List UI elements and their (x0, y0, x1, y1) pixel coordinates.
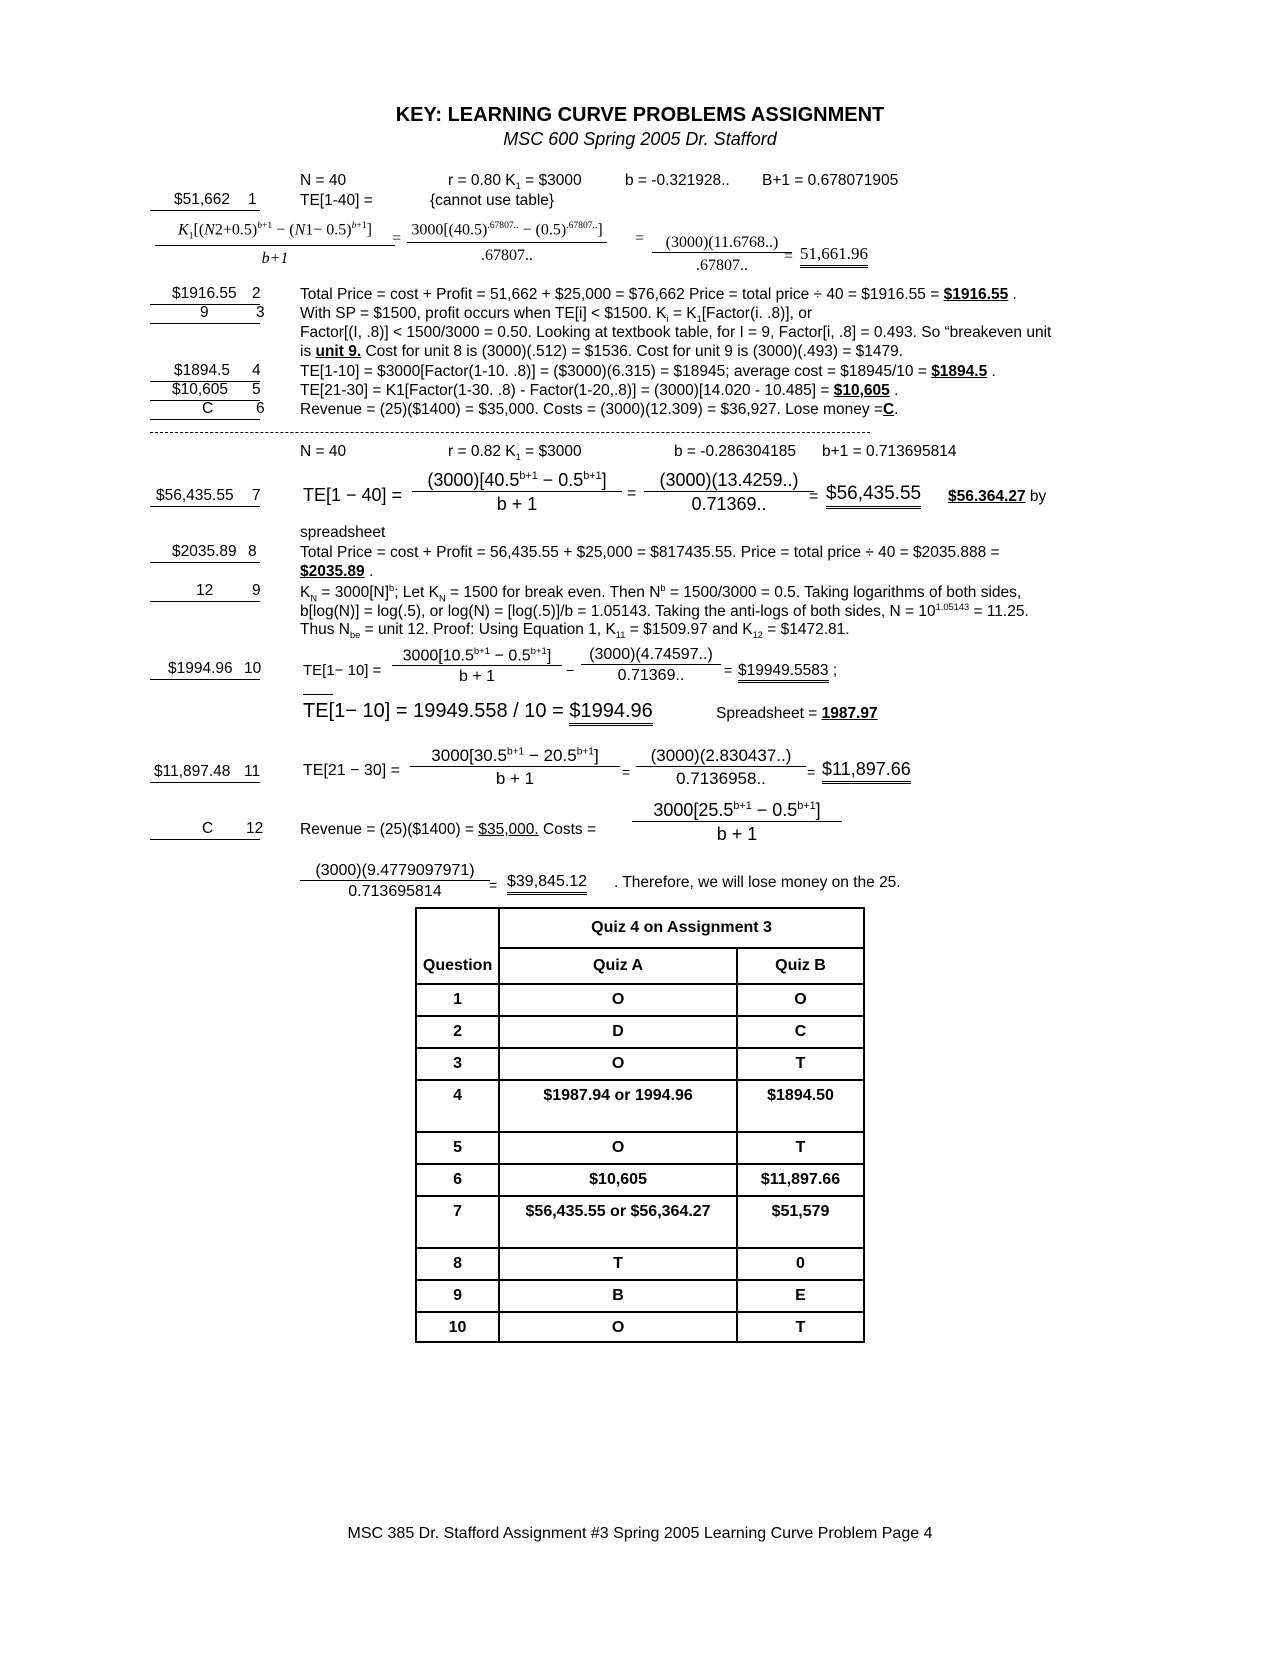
cell-quiz-a: O (499, 1312, 737, 1342)
q7-result: $56,435.55 (826, 483, 921, 509)
cell-quiz-b: $1894.50 (737, 1080, 864, 1132)
equals-sign: = (809, 488, 819, 505)
q12b-result: $39,845.12 (507, 873, 587, 895)
q2-text: Total Price = cost + Profit = 51,662 + $25,000 = $76,662 Price = total price ÷ 40 = $1916.55 = $1916.55 . (300, 286, 1017, 303)
cell-quiz-b: T (737, 1048, 864, 1080)
q3-line1: With SP = $1500, profit occurs when TE[i] < $1500. $K_i$ = $K_1[Factor(i$. .8)], or (300, 305, 812, 325)
table-row (416, 1312, 864, 1342)
equals-sign: = (724, 662, 733, 678)
cell-question: 1 (416, 984, 499, 1016)
q12-fraction: $3000[25.5^{b+1} - 0.5^{b+1}]$ b + 1 (632, 800, 842, 845)
cell-quiz-a: O (499, 984, 737, 1016)
table-row (416, 984, 864, 1016)
table-row (416, 1132, 864, 1164)
answer-10: $1994.96 10 (150, 660, 260, 680)
table-row (416, 1080, 864, 1132)
equals-sign: = (489, 877, 498, 893)
q10-spreadsheet: Spreadsheet = 1987.97 (716, 705, 878, 722)
part2-r-k1: r = 0.82 $K_1$ = $3000 (448, 443, 582, 463)
part1-n: N = 40 (300, 172, 347, 189)
page-footer: MSC 385 Dr. Stafford Assignment #3 Spring 2005 Learning Curve Problem Page 4 (347, 1525, 933, 1542)
table-caption: Quiz 4 on Assignment 3 (499, 908, 864, 948)
page-subtitle: MSC 600 Spring 2005 Dr. Stafford (503, 129, 777, 149)
q8-text: Total Price = cost + Profit = 56,435.55 + $25,000 = $817435.55. Price = total price ÷ 40 = $2035.888 = (300, 544, 1000, 561)
cell-quiz-a: $1987.94 or 1994.96 (499, 1080, 737, 1132)
q10-average: TE[1− 10] = 19949.558 / 10 = $1994.96 (303, 700, 653, 723)
q5-text: TE[21-30] = K1[Factor(1-30. .8) - Factor(1-20,.8)] = (3000)[14.020 - 10.485] = $10,605 . (300, 382, 899, 399)
cell-quiz-a: O (499, 1048, 737, 1080)
quiz-answer-table (415, 907, 865, 1343)
answer-1: $51,662 1 (150, 191, 260, 211)
cell-quiz-b: E (737, 1280, 864, 1312)
equals-sign: = (635, 230, 645, 247)
q11-result: $11,897.66 (822, 759, 911, 784)
table-row (416, 1048, 864, 1080)
part1-b: b = -0.321928.. (625, 172, 730, 189)
cell-question: 9 (416, 1280, 499, 1312)
cell-quiz-a: $56,435.55 or $56,364.27 (499, 1196, 737, 1248)
part2-n: N = 40 (300, 443, 347, 460)
equals-sign: = (784, 248, 794, 265)
cell-quiz-a: O (499, 1132, 737, 1164)
q9-line1: $K_N = 3000[N]^b$; Let $K_N = 1500$ for break even. Then $N^b = 1500/3000 = 0.5$. Taking logarithms of both sides, (300, 583, 1022, 604)
answer-4: $1894.5 4 (150, 362, 260, 382)
q1-formula-mid: $3000[(40.5)^{.67807..} - (0.5)^{.67807..}]$ .67807.. (407, 220, 607, 265)
table-corner-cell (416, 908, 499, 948)
overline-mark (303, 694, 333, 695)
q11-fraction: $3000[30.5^{b+1} - 20.5^{b+1}]$ b + 1 (410, 746, 620, 789)
section-divider (150, 432, 870, 433)
q7-label: TE[1 − 40] = (303, 485, 403, 505)
cell-question: 3 (416, 1048, 499, 1080)
answer-5: $10,605 5 (150, 381, 260, 401)
table-row (416, 1016, 864, 1048)
q10-label: TE[1− 10] = (303, 662, 382, 679)
minus-sign: − (566, 662, 575, 678)
cell-question: 7 (416, 1196, 499, 1248)
equals-sign: = (807, 764, 816, 780)
q7-spreadsheet: spreadsheet (300, 524, 386, 541)
table-row (416, 1196, 864, 1248)
answer-11: $11,897.48 11 (150, 763, 260, 783)
header-quiz-b: Quiz B (737, 948, 864, 984)
part1-b1: B+1 = 0.678071905 (762, 172, 899, 189)
header-quiz-a: Quiz A (499, 948, 737, 984)
cell-question: 10 (416, 1312, 499, 1342)
part2-b: b = -0.286304185 (674, 443, 796, 460)
cell-question: 4 (416, 1080, 499, 1132)
cell-quiz-b: T (737, 1132, 864, 1164)
q3-line2: Factor[(I, .8)] < 1500/3000 = 0.50. Looking at textbook table, for I = 9, Factor[i, .8] = 0.493. So “breakeven unit (300, 324, 1052, 341)
cell-question: 8 (416, 1248, 499, 1280)
cell-quiz-a: D (499, 1016, 737, 1048)
cell-quiz-a: B (499, 1280, 737, 1312)
cell-quiz-b: C (737, 1016, 864, 1048)
part2-b1: b+1 = 0.713695814 (822, 443, 957, 460)
cell-question: 5 (416, 1132, 499, 1164)
cell-question: 2 (416, 1016, 499, 1048)
q12b-tail: . Therefore, we will lose money on the 25. (614, 874, 901, 891)
cell-quiz-b: $11,897.66 (737, 1164, 864, 1196)
answer-3: 9 3 (150, 304, 260, 324)
q1-result: 51,661.96 (800, 244, 868, 268)
q7-fraction: $(3000)[40.5^{b+1} - 0.5^{b+1}]$ b + 1 (412, 470, 622, 515)
header-question: Question (416, 948, 499, 984)
q12b-fraction: (3000)(9.4779097971) 0.713695814 (300, 862, 490, 901)
q4-text: TE[1-10] = $3000[Factor(1-10. .8)] = ($3000)(6.315) = $18945; average cost = $18945/10 = $1894.5 . (300, 363, 996, 380)
q7-right-fraction: (3000)(13.4259..) 0.71369.. (644, 470, 814, 515)
cell-quiz-b: 0 (737, 1248, 864, 1280)
answer-8: $2035.89 8 (150, 543, 260, 563)
answer-12: C 12 (150, 820, 260, 840)
table-row (416, 1164, 864, 1196)
table-row (416, 1248, 864, 1280)
cell-quiz-b: O (737, 984, 864, 1016)
cell-quiz-b: T (737, 1312, 864, 1342)
q10-right-fraction: (3000)(4.74597..) 0.71369.. (581, 646, 721, 685)
q1-formula-right: (3000)(11.6768..) .67807.. (652, 234, 792, 275)
q10-result: $19949.5583 ; (738, 662, 837, 680)
cell-quiz-b: $51,579 (737, 1196, 864, 1248)
q9-line3: Thus $N_{be}$ = unit 12. Proof: Using Equation 1, $K_{11}$ = $1509.97 and $K_{12}$ = $1472.81. (300, 621, 850, 641)
equals-sign: = (392, 230, 402, 247)
q8-answer: $2035.89 . (300, 563, 374, 580)
q9-line2: b[log(N)] = log(.5), or log(N) = [log(.5)]/b = 1.05143. Taking the anti-logs of both sides, $N = 10^{1.05143} = 11.25$. (300, 602, 1029, 621)
q11-label: TE[21 − 30] = (303, 762, 400, 779)
cell-quiz-a: T (499, 1248, 737, 1280)
cell-question: 6 (416, 1164, 499, 1196)
cell-quiz-a: $10,605 (499, 1164, 737, 1196)
answer-9: 12 9 (150, 582, 260, 602)
q3-line3: is unit 9. Cost for unit 8 is (3000)(.512) = $1536. Cost for unit 9 is (3000)(.493) = $1479. (300, 343, 904, 360)
q11-right-fraction: (3000)(2.830437..) 0.7136958.. (636, 746, 806, 789)
q1-note: {cannot use table} (430, 192, 555, 209)
table-row (416, 1280, 864, 1312)
q1-formula-left: $K_1[(N2+0.5)^{b+1} - (N1- 0.5)^{b+1}]$ b+1 (155, 220, 395, 268)
q12-text: Revenue = (25)($1400) = $35,000. Costs = (300, 821, 597, 838)
answer-2: $1916.55 2 (150, 285, 260, 305)
page-title: KEY: LEARNING CURVE PROBLEMS ASSIGNMENT (395, 104, 885, 126)
equals-sign: = (622, 764, 631, 780)
equals-sign: = (627, 485, 637, 502)
part1-r-k1: r = 0.80 $K_1$ = $3000 (448, 172, 582, 192)
q7-alt: $56.364.27 by (948, 488, 1047, 505)
answer-7: $56,435.55 7 (150, 487, 260, 507)
q1-label: TE[1-40] = (300, 192, 373, 209)
q6-text: Revenue = (25)($1400) = $35,000. Costs = (3000)(12.309) = $36,927. Lose money =C. (300, 401, 899, 418)
answer-6: C 6 (150, 400, 260, 420)
q10-fraction: $3000[10.5^{b+1} - 0.5^{b+1}]$ b + 1 (392, 646, 562, 686)
